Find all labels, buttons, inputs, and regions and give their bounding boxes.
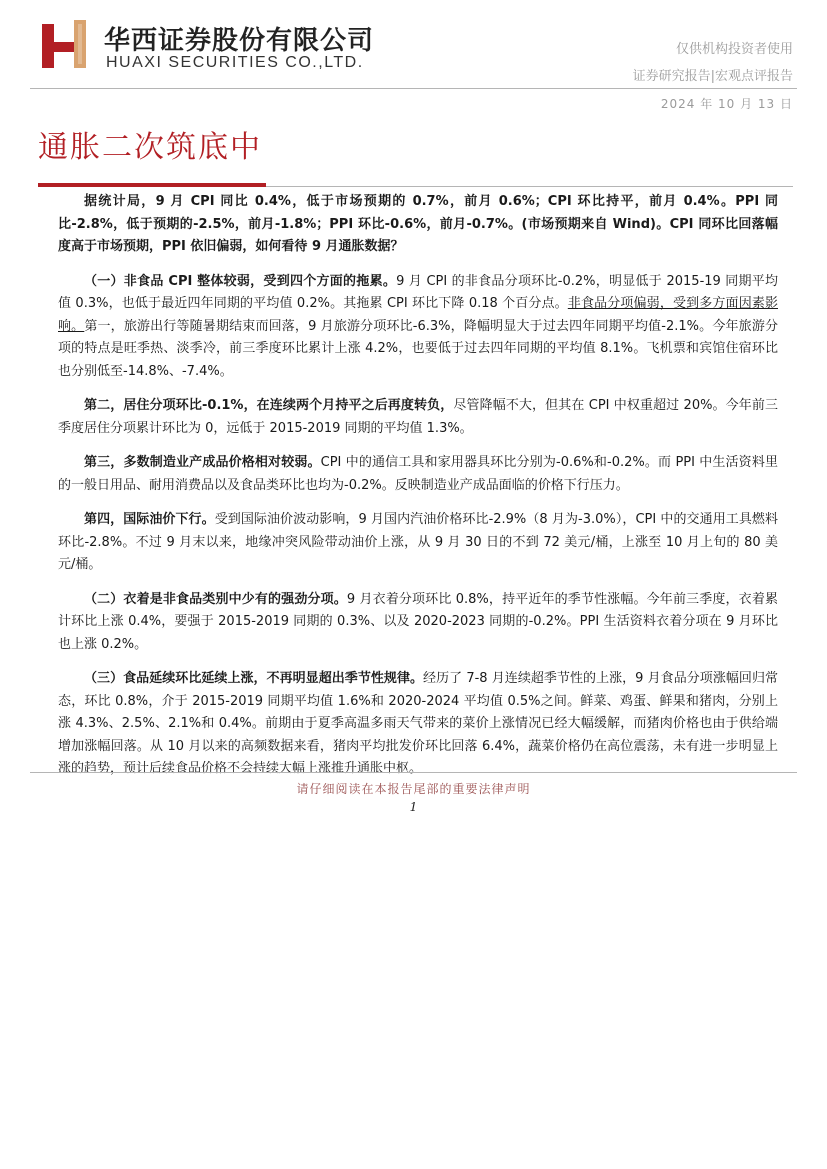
paragraph-text: 9 月衣着分项环比 0.8%，持平近年的季节性涨幅。今年前三季度，衣着累计环比上涨 0.4%，要强于 2015-2019 同期的 0.3%、以及 2020-2023 同期的-0.2%。PPI 生活资料衣着分项在 9 月环比也上涨 0.2%。 — [58, 591, 778, 652]
title-accent-bar — [38, 183, 266, 187]
paragraph-text: 受到国际油价波动影响，9 月国内汽油价格环比-2.9%（8 月为-3.0%），CPI 中的交通用工具燃料环比-2.8%。不过 9 月末以来，地缘冲突风险带动油价上涨，从 9 月 30 日的不到 72 美元/桶，上涨至 10 月上旬的 80 美元/桶。 — [58, 512, 778, 572]
page-number: 1 — [409, 800, 418, 814]
paragraph-heading: 第三，多数制造业产成品价格相对较弱。 — [84, 455, 321, 470]
paragraph-text: 第一，旅游出行等随暑期结束而回落，9 月旅游分项环比-6.3%，降幅明显大于过去四年同期平均值-2.1%。今年旅游分项的特点是旺季热、淡季冷，前三季度环比累计上涨 4.2%，也要低于过去四年同期的平均值 8.1%。飞机票和宾馆住宿环比也分别低至-14.8%、-7.4%。 — [58, 318, 778, 379]
summary-paragraph — [58, 191, 778, 259]
company-name-en: HUAXI SECURITIES CO.,LTD. — [106, 54, 364, 71]
paragraph-housing — [58, 395, 778, 440]
summary-lead: 据统计局，9 月 CPI 同比 0.4%，低于市场预期的 0.7%，前月 0.6%；CPI 环比持平，前月 0.4%。PPI 同比-2.8%，低于预期的-2.5%，前月-1.8%；PPI 环比-0.6%，前月-0.7%。(市场预期来自 Wind)。CPI 同环比回落幅度高于市场预期，PPI 依旧偏弱，如何看待 9 月通胀数据？ — [58, 194, 778, 254]
paragraph-heading: （三）食品延续环比延续上涨，不再明显超出季节性规律。 — [84, 671, 424, 686]
paragraph-heading: （一）非食品 CPI 整体较弱，受到四个方面的拖累。 — [84, 273, 397, 289]
company-name-cn: 华西证券股份有限公司 — [104, 26, 375, 56]
paragraph-heading: （二）衣着是非食品类别中少有的强劲分项。 — [84, 591, 347, 607]
report-date: 2024 年 10 月 13 日 — [660, 97, 793, 111]
title-divider — [266, 186, 793, 187]
usage-note: 仅供机构投资者使用 — [675, 42, 793, 57]
report-type: 证券研究报告|宏观点评报告 — [632, 69, 793, 84]
report-body — [58, 191, 778, 781]
legal-disclaimer-note: 请仔细阅读在本报告尾部的重要法律声明 — [296, 782, 531, 796]
footer-divider — [30, 772, 797, 773]
header-divider — [30, 88, 797, 89]
paragraph-non-food — [58, 271, 778, 384]
page-title: 通胀二次筑底中 — [38, 130, 262, 165]
paragraph-oil — [58, 509, 778, 577]
paragraph-text: 经历了 7-8 月连续超季节性的上涨，9 月食品分项涨幅回归常态，环比 0.8%，介于 2015-2019 同期平均值 1.6%和 2020-2024 平均值 0.5%之间。鲜菜、鸡蛋、鲜果和猪肉，分别上涨 4.3%、2.5%、2.1%和 0.4%。前期由于夏季高温多雨天气带来的菜价上涨情况已经大幅缓解，而猪肉价格也由于供给端增加涨幅回落。从 10 月以来的高频数据来看，猪肉平均批发价环比回落 6.4%，蔬菜价格仍在高位震荡，未有进一步明显上涨的趋势，预计后续食品价格不会持续大幅上涨推升通胀中枢。 — [58, 671, 778, 776]
paragraph-underline: 非食品分项偏弱，受到多方面因素影响。 — [58, 296, 778, 334]
paragraph-food — [58, 668, 778, 781]
paragraph-text: 9 月 CPI 的非食品分项环比-0.2%，明显低于 2015-19 同期平均值 0.3%，也低于最近四年同期的平均值 0.2%。其拖累 CPI 环比下降 0.18 个百分点。 — [58, 273, 778, 311]
huaxi-logo-icon — [40, 18, 92, 70]
paragraph-heading: 第四，国际油价下行。 — [84, 512, 215, 527]
paragraph-heading: 第二，居住分项环比-0.1%，在连续两个月持平之后再度转负， — [84, 398, 454, 413]
paragraph-clothing — [58, 589, 778, 657]
paragraph-text: 尽管降幅不大，但其在 CPI 中权重超过 20%。今年前三季度居住分项累计环比为 0，远低于 2015-2019 同期的平均值 1.3%。 — [58, 398, 778, 436]
paragraph-text: CPI 中的通信工具和家用器具环比分别为-0.6%和-0.2%。而 PPI 中生活资料里的一般日用品、耐用消费品以及食品类环比也均为-0.2%。反映制造业产成品面临的价格下行压力。 — [58, 455, 778, 493]
paragraph-manufacturing — [58, 452, 778, 497]
